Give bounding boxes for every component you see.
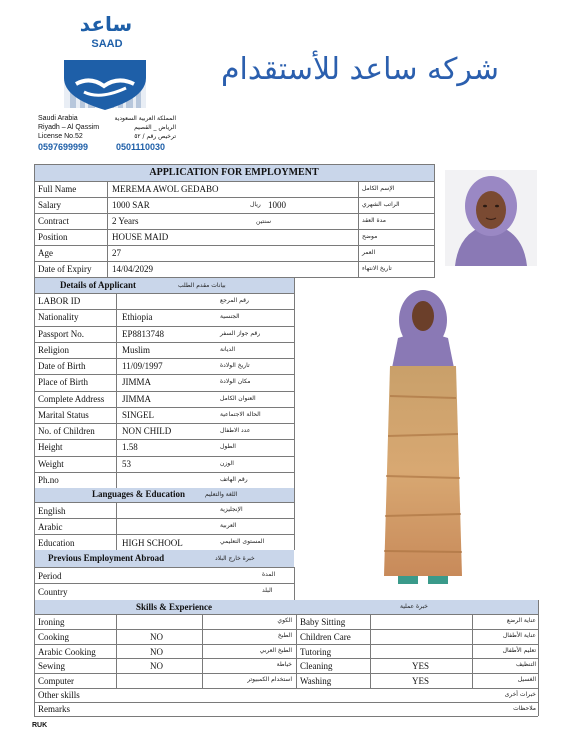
field-value: NON CHILD [122,426,172,436]
address-ar-line: الرياض _ القصيم [134,124,176,131]
form-title: APPLICATION FOR EMPLOYMENT [149,167,319,178]
field-label: Date of Expiry [38,264,92,274]
field-value: 1000 SAR [112,200,150,210]
grid-line [34,502,294,503]
field-value-secondary: 1000 [268,200,286,210]
field-label: Remarks [38,704,70,714]
field-label-ar: رقم الهاتف [220,476,248,483]
field-label-ar: مكان الولادة [220,378,251,385]
details-header-ar: بيانات مقدم الطلب [178,282,226,289]
grid-line [34,293,294,294]
logo-arabic-text: ساعد [79,12,133,36]
previous-header: Previous Employment Abroad [48,553,165,563]
grid-line [34,407,294,408]
languages-header: Languages & Education [92,489,186,499]
field-label: LABOR ID [38,296,81,306]
field-value: JIMMA [122,377,152,387]
skill-label-ar: التنظيف [515,661,536,668]
field-value: 1.58 [122,442,138,452]
field-label-ar: تاريخ الانتهاء [362,265,392,272]
skill-value: NO [150,661,163,671]
field-value: EP8813748 [122,329,165,339]
grid-line [34,391,294,392]
field-value: 53 [122,459,131,469]
previous-header-ar: خبرة خارج البلاد [215,555,255,562]
grid-line [34,644,538,645]
field-label: Marital Status [38,410,89,420]
grid-line [34,567,294,568]
skills-band [34,600,538,614]
field-label-ar: المدة [262,571,276,578]
field-label-ar: الطول [220,443,236,450]
details-header: Details of Applicant [60,280,137,290]
skill-label: Tutoring [300,647,332,657]
field-label-ar: الجنسية [220,313,240,320]
field-label: Other skills [38,690,80,700]
logo-latin-text: SAAD [91,38,123,50]
grid-line [34,261,434,262]
field-value: HOUSE MAID [112,232,169,242]
grid-line [34,326,294,327]
field-label-ar: الإنجليزية [220,506,243,513]
grid-line [34,673,538,674]
company-title: شركه ساعد للأستقدام [220,52,500,87]
phone-1: 0597699999 [38,142,89,152]
grid-line [34,614,538,615]
skills-header: Skills & Experience [136,602,212,612]
field-label: Ph.no [38,475,59,485]
address-en-line: Riyadh – Al Qassim [38,124,100,131]
skill-label: Computer [38,676,74,686]
skill-label-ar: خياطة [276,661,292,668]
grid-line [34,181,434,182]
field-label-ar: الحالة الاجتماعية [220,411,261,418]
skill-label-ar: استخدام الكمبيوتر [247,676,292,683]
grid-line [34,197,434,198]
grid-line [34,583,294,584]
skill-label-ar: الطبخ العربي [259,647,292,654]
skill-value: YES [412,661,430,671]
field-label-ar: العنوان الكامل [220,395,256,402]
skill-label: Sewing [38,661,65,671]
skills-header-ar: خبرة عملية [400,603,428,610]
field-value: HIGH SCHOOL [122,538,183,548]
field-value-ar: سنتين [256,218,272,225]
address-en-line: License No.52 [38,133,83,140]
skill-label: Washing [300,676,332,686]
field-label-ar: موضح [362,233,378,240]
field-label: English [38,506,66,516]
grid-line [34,245,434,246]
grid-line [34,534,294,535]
field-label-ar: رقم المرجع [220,297,249,304]
field-label: Education [38,538,75,548]
grid-line [34,229,434,230]
field-label-ar: الراتب الشهري [362,201,400,208]
applicant-headshot-photo [445,170,537,266]
address-ar-line: المملكة العربية السعودية [114,115,176,122]
skill-label: Ironing [38,617,65,627]
skill-label-ar: الغسيل [517,676,536,683]
skill-label: Children Care [300,632,351,642]
field-label-ar: البلد [262,587,273,594]
languages-header-ar: اللغة والتعليم [205,491,238,498]
field-value: MEREMA AWOL GEDABO [112,184,219,194]
field-label-ar: الوزن [220,460,234,467]
field-label: Complete Address [38,394,105,404]
field-label: Nationality [38,312,79,322]
grid-line [34,439,294,440]
field-label: Passport No. [38,329,85,339]
field-value: 27 [112,248,121,258]
field-label: Contract [38,216,69,226]
address-ar-line: ترخيص رقم / ٥٢ [134,133,176,140]
grid-line [34,423,294,424]
field-label-ar: مدة العقد [362,217,386,224]
field-label-ar: الديانة [220,346,236,353]
grid-line [34,658,538,659]
field-label: Height [38,442,63,452]
skill-label: Cooking [38,632,70,642]
field-label: Weight [38,459,64,469]
grid-line [34,472,294,473]
skill-value: NO [150,647,163,657]
skill-label-ar: تعليم الأطفال [502,647,536,654]
field-label-ar: المستوى التعليمي [220,538,265,545]
skill-label-ar: عناية الرضع [506,617,536,624]
grid-line [34,374,294,375]
field-label: Religion [38,345,69,355]
field-value: JIMMA [122,394,152,404]
field-label: Country [38,587,68,597]
field-value: Muslim [122,345,151,355]
skill-label: Baby Sitting [300,617,346,627]
grid-line [34,688,538,689]
field-label: Salary [38,200,61,210]
grid-line [34,518,294,519]
field-value: Ethiopia [122,312,153,322]
field-label: Period [38,571,62,581]
field-value: 2 Years [112,216,139,226]
grid-line [34,456,294,457]
footer-code: RUK [32,722,48,729]
field-label: No. of Children [38,426,95,436]
field-label-ar: العمر [362,249,376,256]
field-label-ar: الإسم الكامل [362,185,395,192]
address-ar [104,114,176,141]
field-label: Date of Birth [38,361,86,371]
field-value: 14/04/2029 [112,264,154,274]
skill-value: NO [150,632,163,642]
address-en-line: Saudi Arabia [38,115,78,122]
skill-label-ar: الطبخ [277,632,292,639]
field-label-ar: العربية [220,522,237,529]
field-label: Place of Birth [38,377,88,387]
grid-line [34,309,294,310]
grid-line [34,213,434,214]
grid-line [34,629,538,630]
skill-label-ar: عناية الأطفال [502,632,536,639]
grid-line [34,342,294,343]
field-label-ar: رقم جواز السفر [220,330,261,337]
field-value: SINGEL [122,410,154,420]
grid-line [34,702,538,703]
field-label: Position [38,232,68,242]
field-label: Arabic [38,522,63,532]
field-label: Age [38,248,53,258]
field-value: 11/09/1997 [122,361,163,371]
skill-value: YES [412,676,430,686]
grid-line [34,358,294,359]
field-label-ar: ملاحظات [513,705,536,712]
field-label: Full Name [38,184,77,194]
field-label-ar: عدد الاطفال [220,427,251,434]
field-label-ar: تاريخ الولادة [220,362,250,369]
address-en [38,114,99,141]
phone-2: 0501110030 [116,142,166,152]
field-label-ar: خبرات أخرى [504,691,536,698]
skill-label-ar: الكوي [277,617,292,624]
skill-label: Cleaning [300,661,333,671]
field-value-secondary-ar: ريال [250,201,261,208]
skill-label: Arabic Cooking [38,647,96,657]
applicant-full-body-photo [368,286,478,592]
